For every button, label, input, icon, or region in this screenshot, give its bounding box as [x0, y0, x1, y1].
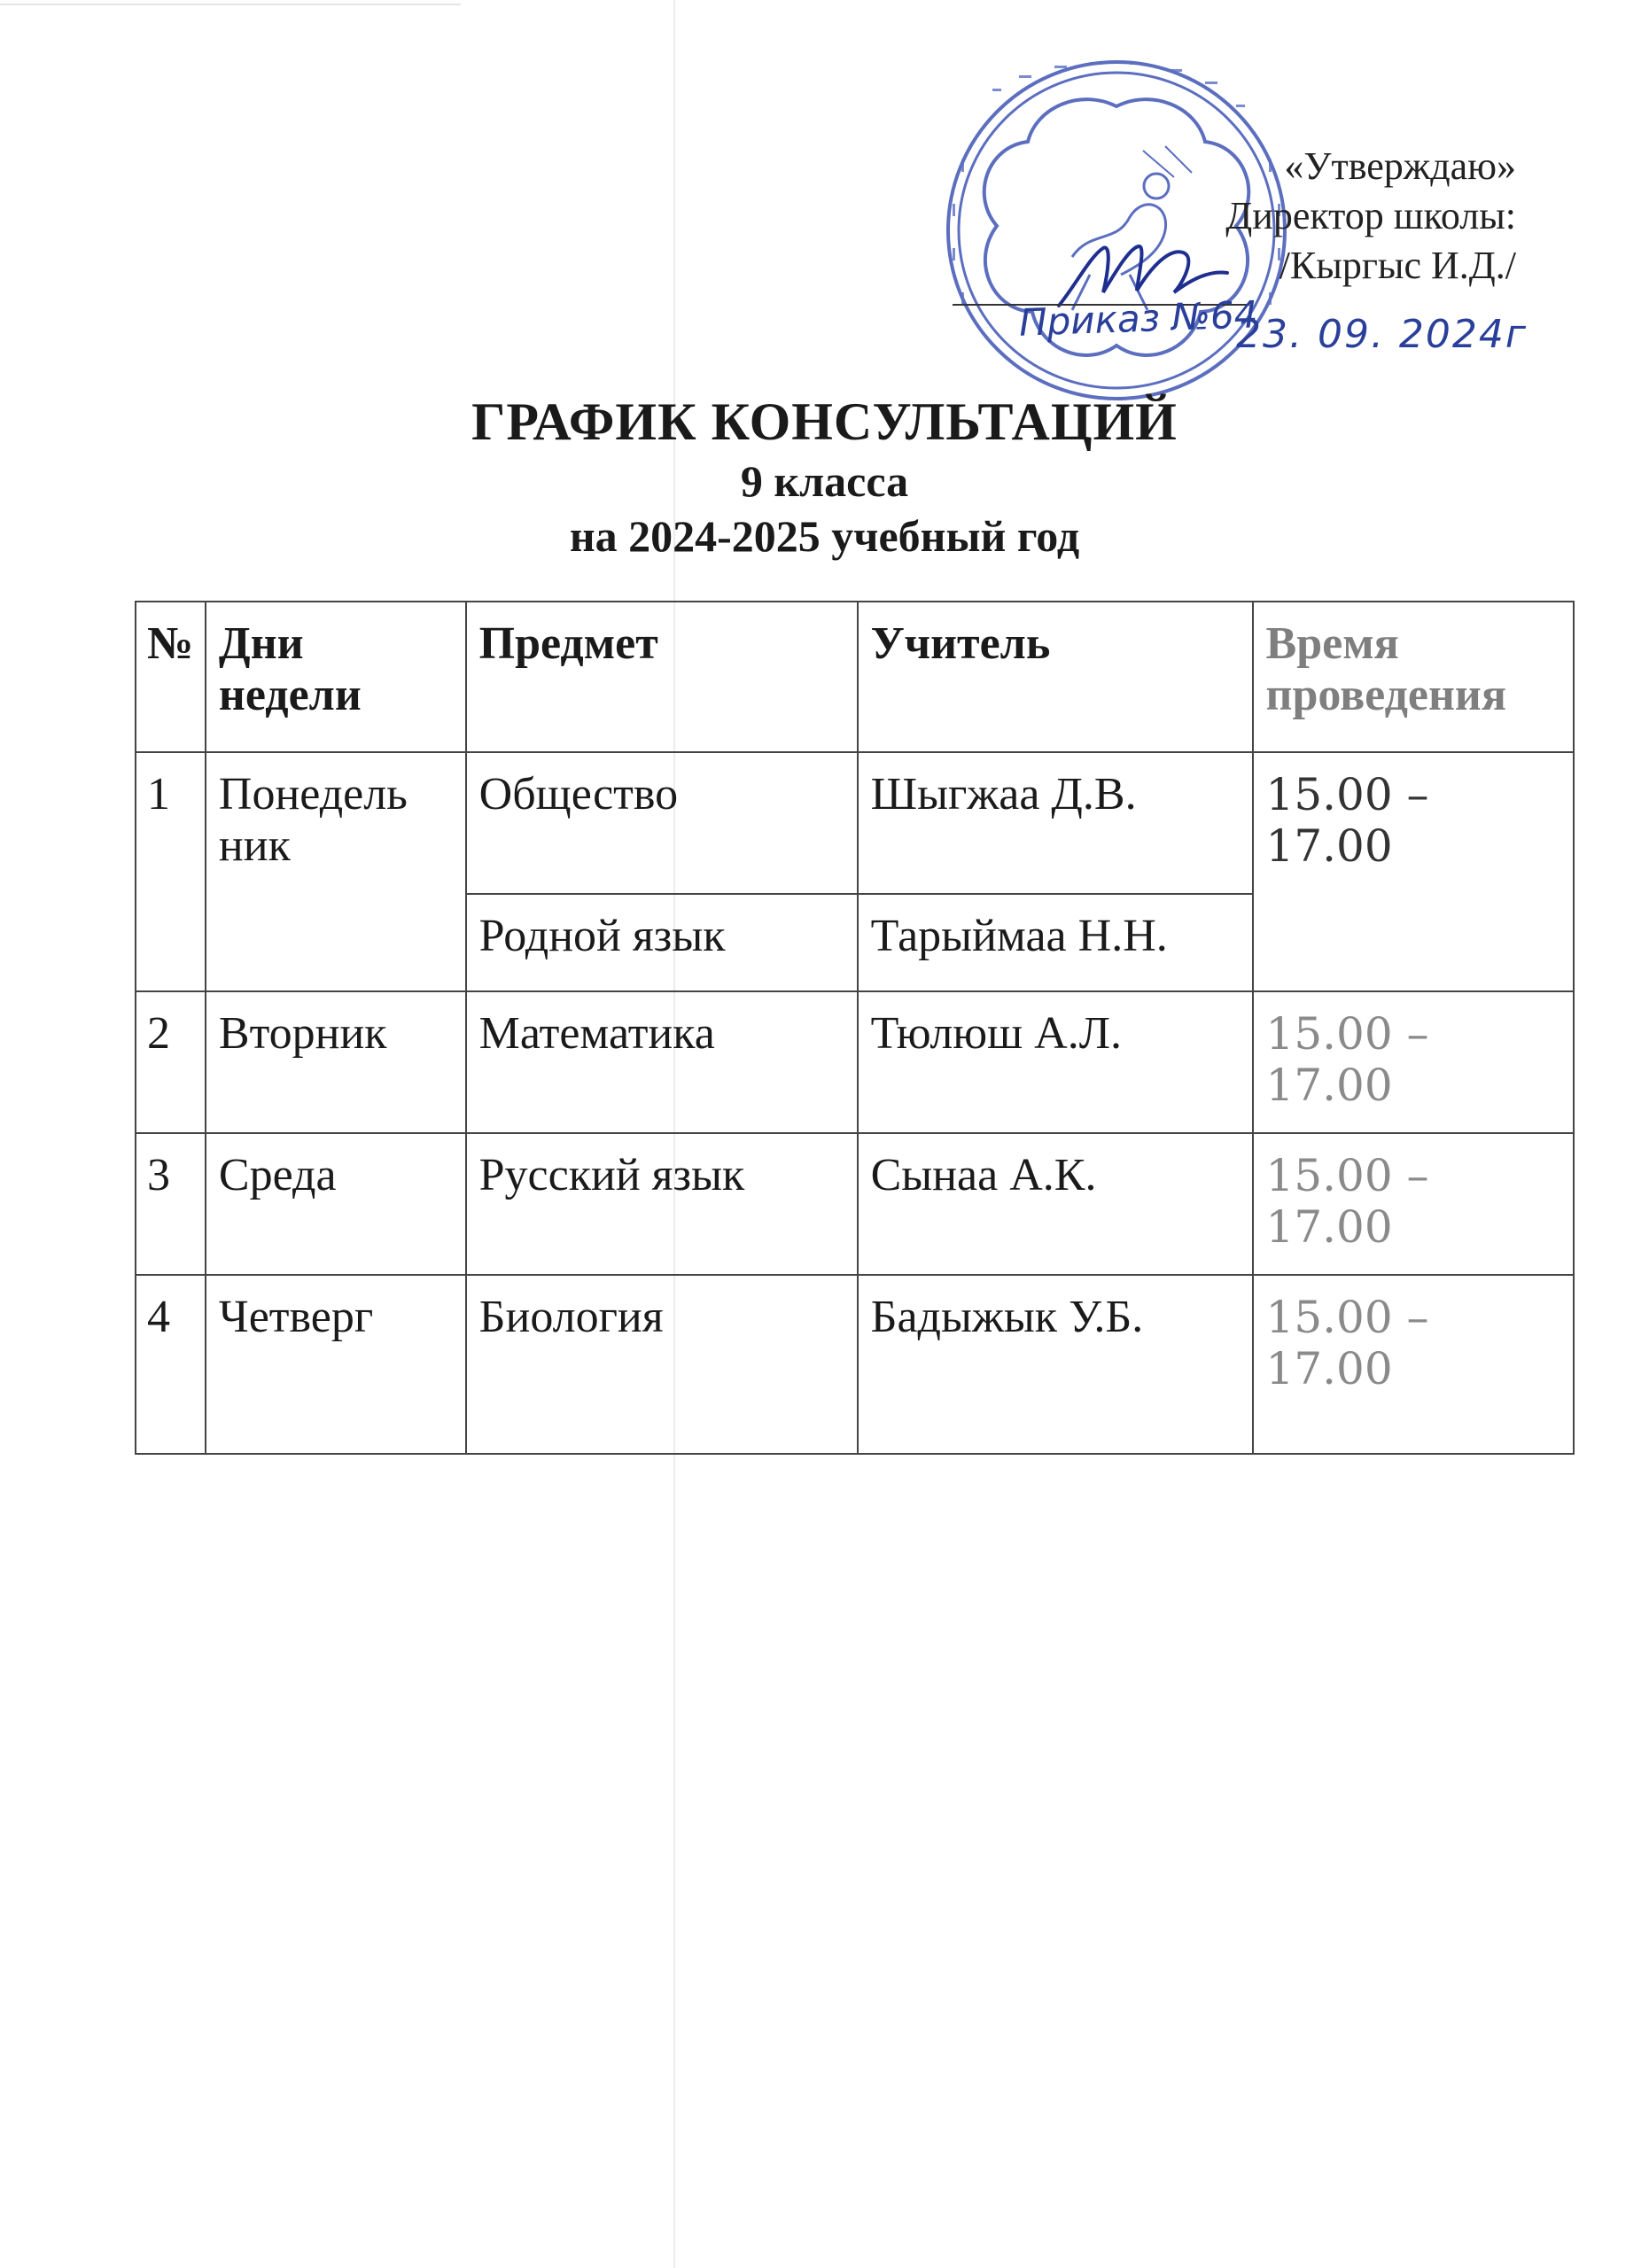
header-subject: Предмет — [466, 602, 858, 752]
row-teacher: Шыгжаа Д.В. — [858, 752, 1253, 894]
table-row — [136, 1275, 1574, 1454]
row-teacher: Сынаа А.К. — [858, 1133, 1253, 1275]
row-time-line1: 15.00 – — [1265, 1008, 1429, 1060]
row-num: 1 — [136, 752, 206, 991]
page-title: ГРАФИК КОНСУЛЬТАЦИЙ — [471, 392, 1178, 451]
order-date: 23. 09. 2024г — [1236, 312, 1528, 357]
header-time-line1: Время — [1265, 618, 1399, 669]
row-teacher: Тюлюш А.Л. — [858, 991, 1253, 1133]
row-day: Среда — [206, 1133, 466, 1275]
table-row — [136, 1133, 1574, 1275]
row-teacher: Тарыймаа Н.Н. — [858, 894, 1253, 991]
grade-subtitle: 9 класса — [740, 456, 909, 506]
approval-block — [1020, 142, 1516, 291]
row-time — [1253, 1275, 1574, 1454]
row-time-line2: 17.00 — [1265, 1060, 1393, 1111]
row-time-line2: 17.00 — [1265, 1201, 1393, 1253]
row-time-line2: 17.00 — [1265, 820, 1393, 872]
row-time-line2: 17.00 — [1265, 1343, 1393, 1394]
title-block — [0, 390, 1649, 563]
row-num: 3 — [136, 1133, 206, 1275]
scan-artifact — [0, 4, 461, 5]
row-time-line1: 15.00 – — [1265, 1150, 1429, 1201]
row-num: 4 — [136, 1275, 206, 1454]
director-name: /Кыргыс И.Д./ — [1279, 244, 1516, 287]
row-time — [1253, 1133, 1574, 1275]
approve-label: «Утверждаю» — [1284, 144, 1516, 188]
row-day: Вторник — [206, 991, 466, 1133]
header-time-line2: проведения — [1265, 670, 1507, 720]
table-row — [136, 752, 1574, 894]
row-time — [1253, 752, 1574, 991]
row-time-line1: 15.00 – — [1265, 769, 1429, 820]
row-subject: Общество — [466, 752, 858, 894]
row-subject: Родной язык — [466, 894, 858, 991]
row-time — [1253, 991, 1574, 1133]
row-subject: Биология — [466, 1275, 858, 1454]
row-time-line1: 15.00 – — [1265, 1292, 1429, 1343]
director-label: Директор школы: — [1225, 194, 1516, 237]
header-num: № — [136, 602, 206, 752]
row-day-line1: Понедель — [218, 769, 408, 819]
row-subject: Русский язык — [466, 1133, 858, 1275]
row-num: 2 — [136, 991, 206, 1133]
header-day — [206, 602, 466, 752]
header-time — [1253, 602, 1574, 752]
table-header-row — [136, 602, 1574, 752]
row-day: Четверг — [206, 1275, 466, 1454]
header-teacher: Учитель — [858, 602, 1253, 752]
header-day-line2: недели — [218, 670, 362, 720]
year-subtitle: на 2024-2025 учебный год — [569, 511, 1080, 561]
order-note: Приказ №64 — [1018, 292, 1259, 345]
header-day-line1: Дни — [218, 618, 304, 669]
row-day — [206, 752, 466, 991]
row-subject: Математика — [466, 991, 858, 1133]
table-row — [136, 991, 1574, 1133]
row-day-line2: ник — [218, 820, 291, 871]
consultation-schedule-table — [135, 601, 1575, 1455]
row-teacher: Бадыжык У.Б. — [858, 1275, 1253, 1454]
